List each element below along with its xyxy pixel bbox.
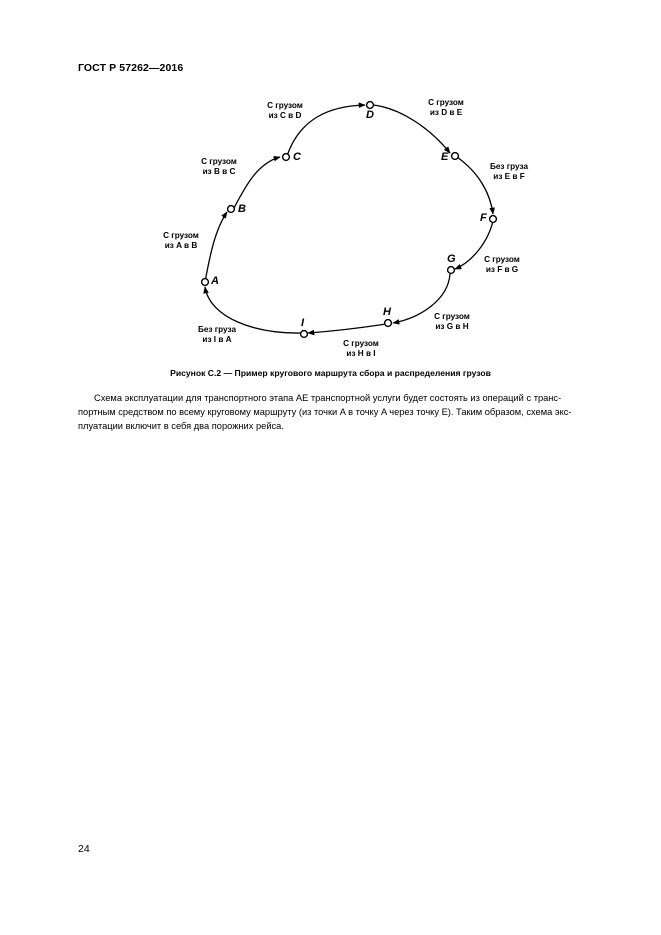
route-node-i — [301, 331, 308, 338]
edge-label-i-a-line2: из I в A — [202, 334, 232, 344]
point-label-h: H — [383, 306, 391, 318]
edge-label-e-f-line1: Без груза — [489, 162, 529, 171]
edge-label-c-d — [259, 101, 311, 120]
body-paragraph — [78, 392, 588, 433]
edge-label-a-b-line1: С грузом — [163, 231, 199, 240]
route-node-a — [202, 279, 209, 286]
point-label-c: C — [293, 151, 301, 163]
route-edge-h-i — [308, 324, 386, 333]
edge-label-d-e-line2: из D в E — [429, 107, 463, 117]
point-label-i: I — [301, 317, 305, 329]
figure-caption: Рисунок С.2 — Пример кругового маршрута сбора и распределения грузов — [170, 368, 491, 378]
edge-label-g-h — [426, 312, 478, 331]
edge-label-a-b — [155, 231, 207, 250]
edge-label-f-g-line1: С грузом — [484, 255, 520, 264]
point-label-b: B — [238, 203, 246, 215]
edge-label-b-c-line2: из B в C — [202, 166, 236, 176]
point-label-a: A — [211, 275, 219, 287]
edge-label-g-h-line2: из G в H — [435, 321, 469, 331]
paragraph-line-1: Схема эксплуатации для транспортного этапа AE транспортной услуги будет состоять из операций с транс- — [94, 393, 562, 403]
edge-label-h-i — [335, 339, 387, 358]
edge-label-c-d-line1: С грузом — [267, 101, 303, 110]
route-node-c — [283, 154, 290, 161]
route-node-d — [367, 102, 374, 109]
edge-label-h-i-line2: из H в I — [346, 348, 376, 358]
edge-label-e-f-line2: из E в F — [493, 171, 525, 181]
edge-label-c-d-line2: из C в D — [268, 110, 302, 120]
edge-label-a-b-line2: из A в B — [164, 240, 198, 250]
paragraph-line-3: плуатации включит в себя два порожних рейса. — [78, 420, 284, 431]
edge-label-g-h-line1: С грузом — [434, 312, 470, 321]
route-node-g — [448, 267, 455, 274]
edge-label-d-e-line1: С грузом — [428, 98, 464, 107]
route-diagram — [0, 0, 661, 380]
edge-label-d-e — [420, 98, 472, 117]
edge-label-f-g-line2: из F в G — [485, 264, 519, 274]
page-number: 24 — [78, 843, 90, 855]
document-header: ГОСТ Р 57262—2016 — [78, 62, 184, 74]
paragraph-line-2: портным средством по всему круговому маршруту (из точки A в точку A через точку E). Таким образом, схема экс- — [78, 406, 572, 417]
point-label-g: G — [447, 253, 456, 265]
edge-label-b-c-line1: С грузом — [201, 157, 237, 166]
edge-label-b-c — [193, 157, 245, 176]
route-node-e — [452, 153, 459, 160]
point-label-d: D — [366, 109, 374, 121]
route-node-h — [385, 320, 392, 327]
edge-label-f-g — [476, 255, 528, 274]
route-edge-a-b — [205, 212, 227, 282]
edge-label-h-i-line1: С грузом — [343, 339, 379, 348]
route-node-b — [228, 206, 235, 213]
edge-label-e-f — [483, 162, 535, 181]
route-node-f — [490, 216, 497, 223]
point-label-e: E — [441, 151, 449, 163]
edge-label-i-a-line1: Без груза — [197, 325, 237, 334]
edge-label-i-a — [191, 325, 243, 344]
point-label-f: F — [480, 212, 487, 224]
